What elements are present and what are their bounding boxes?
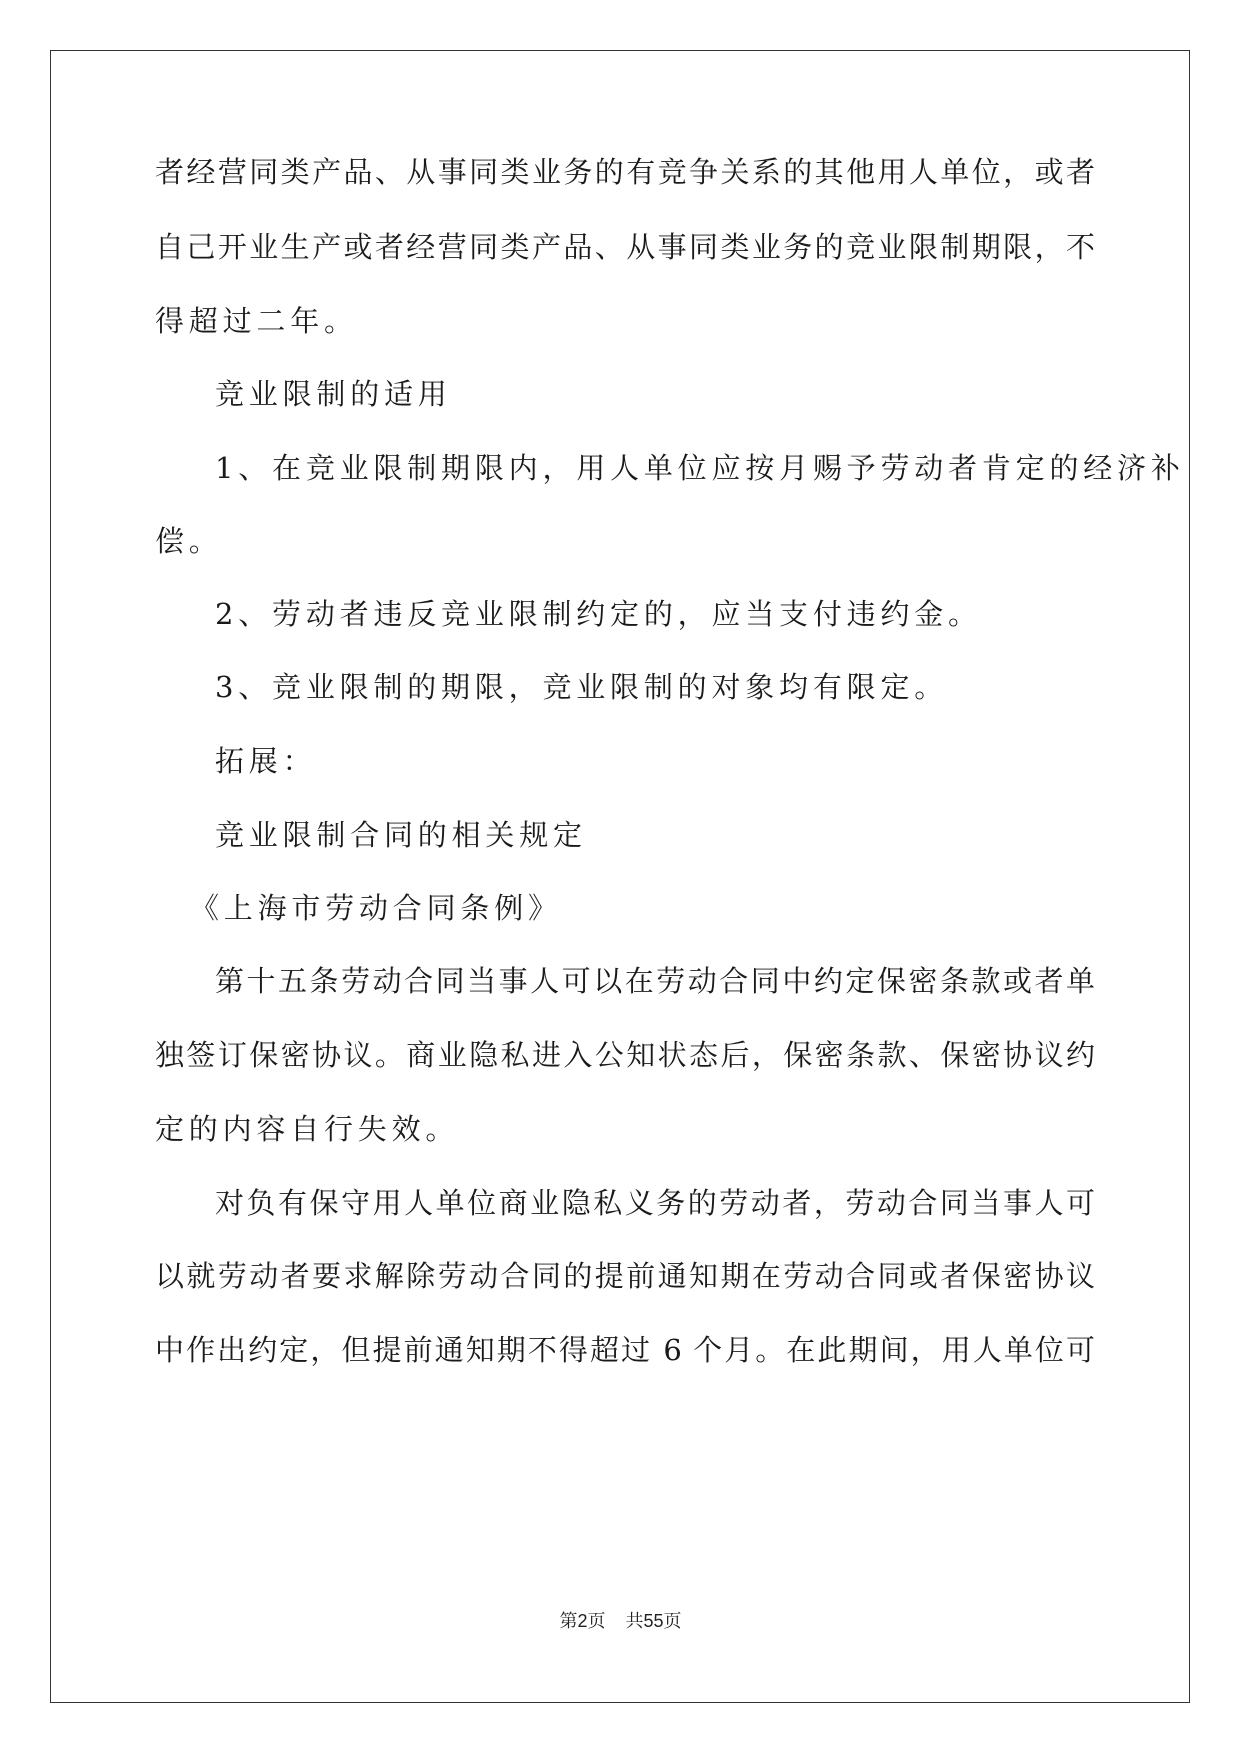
page-footer (0, 1608, 1241, 1635)
text-line: 定的内容自行失效。 (155, 1112, 460, 1146)
text-line: 以就劳动者要求解除劳动合同的提前通知期在劳动合同或者保密协议 (155, 1259, 1095, 1293)
text-line: 得超过二年。 (155, 304, 358, 338)
regulation-title: 《上海市劳动合同条例》 (190, 891, 562, 925)
paragraph-first-line: 对负有保守用人单位商业隐私义务的劳动者，劳动合同当事人可 (215, 1186, 1095, 1220)
page-border (50, 50, 1190, 1703)
paragraph-first-line: 1、在竞业限制期限内，用人单位应按月赐予劳动者肯定的经济补 (215, 451, 1185, 485)
text-line: 自己开业生产或者经营同类产品、从事同类业务的竞业限制期限，不 (155, 230, 1095, 264)
paragraph-first-line: 3、竞业限制的期限，竞业限制的对象均有限定。 (215, 670, 949, 704)
total-pages: 55 (643, 1611, 664, 1631)
page-suffix: 页 (587, 1611, 606, 1632)
text-line: 独签订保密协议。商业隐私进入公知状态后，保密条款、保密协议约 (155, 1038, 1095, 1072)
section-heading: 竞业限制的适用 (215, 377, 452, 411)
section-heading: 竞业限制合同的相关规定 (215, 818, 587, 852)
paragraph-first-line: 2、劳动者违反竞业限制约定的，应当支付违约金。 (215, 597, 982, 631)
text-line: 中作出约定，但提前通知期不得超过 6 个月。在此期间，用人单位可 (155, 1333, 1095, 1367)
paragraph-first-line: 第十五条劳动合同当事人可以在劳动合同中约定保密条款或者单 (215, 964, 1095, 998)
total-prefix: 共 (625, 1611, 644, 1632)
text-line: 者经营同类产品、从事同类业务的有竞争关系的其他用人单位，或者 (155, 155, 1095, 189)
page-prefix: 第 (559, 1611, 578, 1632)
text-line: 偿。 (155, 524, 223, 558)
section-heading: 拓展： (215, 744, 317, 778)
page-number: 2 (577, 1611, 588, 1631)
total-suffix: 页 (663, 1611, 682, 1632)
